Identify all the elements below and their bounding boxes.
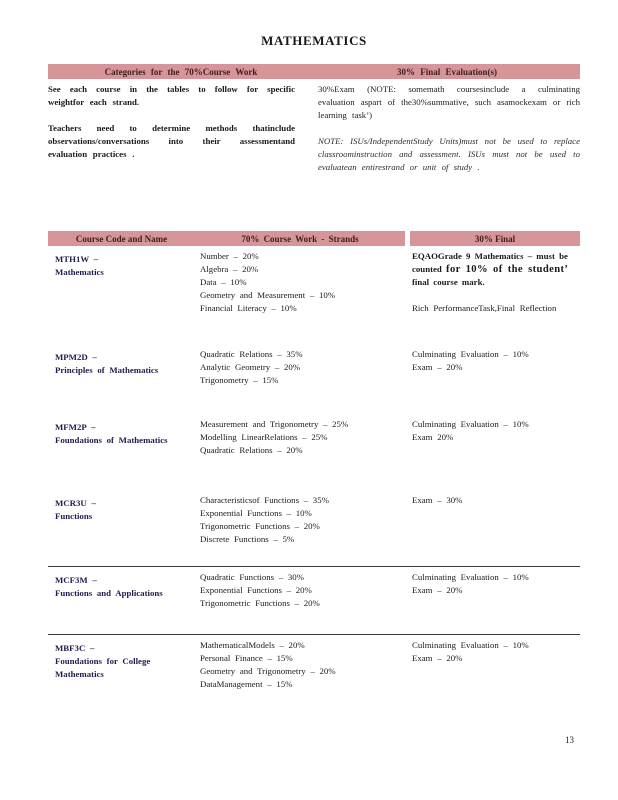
course-code-cell: [48, 344, 195, 414]
final-cell: [405, 490, 580, 566]
page-content: [48, 0, 580, 730]
final-cell: [405, 414, 580, 490]
strand-item: Quadratic Relations – 35%: [200, 349, 303, 359]
course-table-header-left-cell: [48, 231, 405, 246]
strand-item: Quadratic Functions – 30%: [200, 572, 305, 582]
strand-item: Algebra – 20%: [200, 264, 259, 274]
final-item: Culminating Evaluation – 10%: [412, 349, 529, 359]
course-code: MCF3M –: [55, 575, 97, 585]
eqao-emphasis: for 10% of the student’: [446, 264, 569, 275]
strand-item: Modelling LinearRelations – 25%: [200, 432, 328, 442]
strand-item: Exponential Functions – 20%: [200, 585, 312, 595]
intro-right-paragraph-1: 30%Exam (NOTE: somemath coursesinclude a culminating evaluation aspart of the30%summative, such asamockexam or rich learning task’): [318, 84, 580, 120]
course-row: [48, 344, 580, 414]
course-code: MBF3C –: [55, 643, 95, 653]
final-extra-item: Rich PerformanceTask,Final Reflection: [412, 303, 557, 313]
final-cell: [405, 635, 580, 730]
strand-item: Exponential Functions – 10%: [200, 508, 312, 518]
final-item: Exam – 20%: [412, 585, 463, 595]
strand-item: DataManagement – 15%: [200, 679, 293, 689]
categories-header-left: Categories for the 70%Course Work: [104, 66, 258, 77]
intro-left-paragraph-1: See each course in the tables to follow for specific weightfor each strand.: [48, 84, 295, 107]
course-name: Foundations for College Mathematics: [55, 656, 151, 679]
strand-item: Quadratic Relations – 20%: [200, 445, 303, 455]
course-code-cell: [48, 414, 195, 490]
categories-header-right: 30% Final Evaluation(s): [396, 66, 497, 77]
strand-item: MathematicalModels – 20%: [200, 640, 305, 650]
course-code-cell: [48, 490, 195, 566]
strand-item: Number – 20%: [200, 251, 259, 261]
course-row: [48, 634, 580, 730]
strand-item: Characteristicsof Functions – 35%: [200, 495, 329, 505]
final-cell: [405, 246, 580, 344]
course-code: MCR3U –: [55, 498, 96, 508]
course-row: [48, 414, 580, 490]
strand-item: Geometry and Trigonometry – 20%: [200, 666, 336, 676]
strand-item: Data – 10%: [200, 277, 247, 287]
strand-item: Geometry and Measurement – 10%: [200, 290, 336, 300]
final-item: Exam – 30%: [412, 495, 463, 505]
course-row: [48, 566, 580, 634]
course-name: Functions: [55, 511, 93, 521]
course-code-cell: [48, 635, 195, 730]
final-item: Culminating Evaluation – 10%: [412, 419, 529, 429]
intro-right-column: [309, 83, 580, 231]
strand-item: Financial Literacy – 10%: [200, 303, 297, 313]
course-row: [48, 490, 580, 566]
final-item: Exam 20%: [412, 432, 454, 442]
strand-item: Analytic Geometry – 20%: [200, 362, 301, 372]
intro-section: [48, 83, 580, 231]
strand-item: Trigonometric Functions – 20%: [200, 521, 320, 531]
course-name: Functions and Applications: [55, 588, 163, 598]
final-item: Exam – 20%: [412, 362, 463, 372]
final-item: Culminating Evaluation – 10%: [412, 640, 529, 650]
strand-item: Trigonometric Functions – 20%: [200, 598, 320, 608]
eqao-pre: EQAOGrade 9 Mathematics – must be counted: [412, 251, 568, 274]
header-final: 30% Final: [410, 231, 580, 246]
strand-item: Measurement and Trigonometry – 25%: [200, 419, 349, 429]
strands-cell: [195, 344, 405, 414]
strands-cell: [195, 246, 405, 344]
course-code-cell: [48, 567, 195, 634]
course-table-header: [48, 231, 580, 246]
intro-right-note: NOTE: ISUs/IndependentStudy Units)must not be used to replace classroominstruction and assessment. ISUs must not be used to evaluatean entirestrand or unit of study .: [318, 136, 580, 172]
categories-header-band: [48, 64, 580, 79]
final-item: Exam – 20%: [412, 653, 463, 663]
strands-cell: [195, 635, 405, 730]
page-number: 13: [565, 735, 574, 745]
header-course-code: Course Code and Name: [75, 233, 168, 244]
strands-cell: [195, 490, 405, 566]
course-code: MTH1W –: [55, 254, 99, 264]
course-code: MPM2D –: [55, 352, 97, 362]
course-code-cell: [48, 246, 195, 344]
final-cell: [405, 567, 580, 634]
strand-item: Trigonometry – 15%: [200, 375, 279, 385]
strand-item: Discrete Functions – 5%: [200, 534, 295, 544]
course-table-body: [48, 246, 580, 730]
strands-cell: [195, 567, 405, 634]
strand-item: Personal Finance – 15%: [200, 653, 293, 663]
eqao-text: [412, 250, 580, 289]
course-name: Principles of Mathematics: [55, 365, 159, 375]
page-title: MATHEMATICS: [261, 33, 367, 48]
header-course-work: 70% Course Work - Strands: [241, 233, 359, 244]
course-name: Foundations of Mathematics: [55, 435, 168, 445]
eqao-post: final course mark.: [412, 277, 485, 287]
final-item: Culminating Evaluation – 10%: [412, 572, 529, 582]
course-code: MFM2P –: [55, 422, 96, 432]
intro-left-paragraph-2: Teachers need to determine methods thatinclude observations/conversations into their assessmentand evaluation practices .: [48, 123, 295, 159]
course-row: [48, 246, 580, 344]
strands-cell: [195, 414, 405, 490]
intro-left-column: [48, 83, 309, 231]
course-name: Mathematics: [55, 267, 104, 277]
final-cell: [405, 344, 580, 414]
